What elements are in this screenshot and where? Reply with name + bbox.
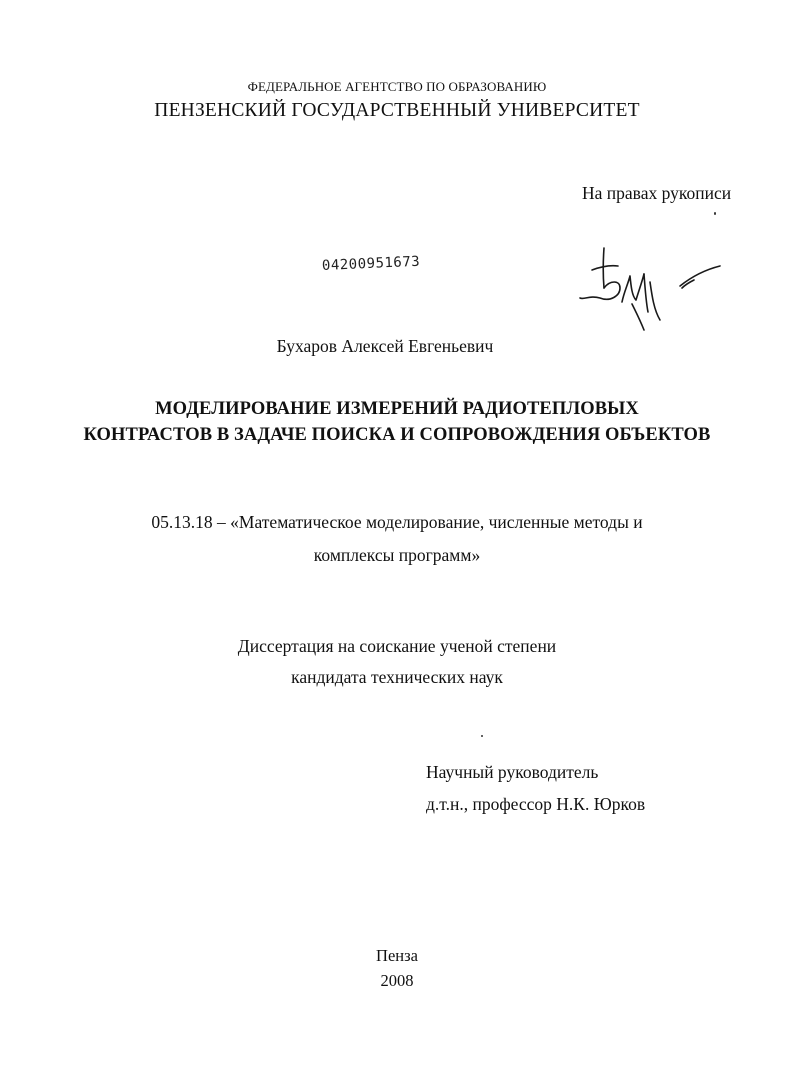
supervisor-label: Научный руководитель xyxy=(426,762,599,782)
university-name: ПЕНЗЕНСКИЙ ГОСУДАРСТВЕННЫЙ УНИВЕРСИТЕТ xyxy=(154,100,640,121)
author-name: Бухаров Алексей Евгеньевич xyxy=(276,336,494,356)
handwritten-signature-icon xyxy=(570,240,730,340)
city: Пенза xyxy=(376,946,418,965)
agency-name: ФЕДЕРАЛЬНОЕ АГЕНТСТВО ПО ОБРАЗОВАНИЮ xyxy=(247,79,547,94)
dissertation-title-line-1: МОДЕЛИРОВАНИЕ ИЗМЕРЕНИЙ РАДИОТЕПЛОВЫХ xyxy=(155,399,639,419)
scan-speck xyxy=(481,735,483,737)
degree-line-1: Диссертация на соискание ученой степени xyxy=(237,636,557,656)
archive-number: 04200951673 xyxy=(321,253,421,274)
supervisor-name: д.т.н., профессор Н.К. Юрков xyxy=(426,794,646,814)
year: 2008 xyxy=(380,971,414,990)
scan-speck xyxy=(714,212,716,215)
specialty-line-1: 05.13.18 – «Математическое моделирование, численные методы и xyxy=(151,512,643,532)
dissertation-title-line-2: КОНТРАСТОВ В ЗАДАЧЕ ПОИСКА И СОПРОВОЖДЕНИЯ ОБЪЕКТОВ xyxy=(83,425,711,445)
specialty-line-2: комплексы программ» xyxy=(313,545,481,565)
degree-line-2: кандидата технических наук xyxy=(291,667,503,687)
rights-note: На правах рукописи xyxy=(582,183,732,203)
